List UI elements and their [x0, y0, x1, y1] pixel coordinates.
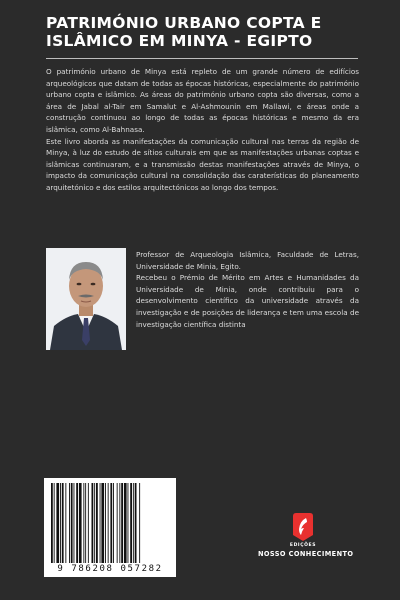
- book-description: [46, 66, 359, 194]
- description-paragraph: Este livro aborda as manifestações da comunicação cultural nas terras da região de Minya, à luz do estudo de sítios culturais em que as manifestações urbanas coptas e islâmicas continuaram, e a transmissão destas manifestações através de Minya, o impacto da comunicação cultural na consolidação das caraterísticas do planeamento arquitetónico e dos estilos arquitectónicos ao longo dos tempos.: [46, 136, 359, 192]
- barcode-bars: [50, 483, 170, 563]
- book-title: PATRIMÓNIO URBANO COPTA E ISLÂMICO EM MINYA - EGIPTO: [46, 14, 322, 50]
- isbn-barcode: [44, 478, 176, 577]
- author-photo: [46, 248, 126, 350]
- description-paragraph: O património urbano de Minya está repleto de um grande número de edifícios arqueológicos que datam de todas as épocas históricas, especialmente do património urbano copta e islâmico. As áreas do património urbano copta são diversas, como a área de Jabal al-Tair em Samalut e Al-Ashmounin em Mallawi, e áreas onde a construção continuou ao longo de todas as épocas históricas e mesmo da era islâmica, como Al-Bahnasa.: [46, 67, 359, 134]
- publisher-label-small: EDIÇÕES: [289, 543, 317, 548]
- bio-paragraph: Recebeu o Prémio de Mérito em Artes e Humanidades da Universidade de Minia, onde contribuiu para o desenvolvimento científico da universidade através da investigação e de posições de liderança e tem uma escola de investigação científica distinta: [136, 273, 359, 329]
- publisher-name: NOSSO CONHECIMENTO: [258, 550, 354, 558]
- quill-book-icon: [291, 513, 315, 541]
- isbn-number: 9 786208 057282: [57, 564, 163, 574]
- author-bio: [136, 249, 359, 330]
- author-portrait-image: [46, 248, 126, 350]
- bio-paragraph: Professor de Arqueologia Islâmica, Faculdade de Letras, Universidade de Minia, Egito.: [136, 250, 359, 271]
- publisher-logo: [258, 513, 354, 558]
- title-divider: [46, 58, 358, 59]
